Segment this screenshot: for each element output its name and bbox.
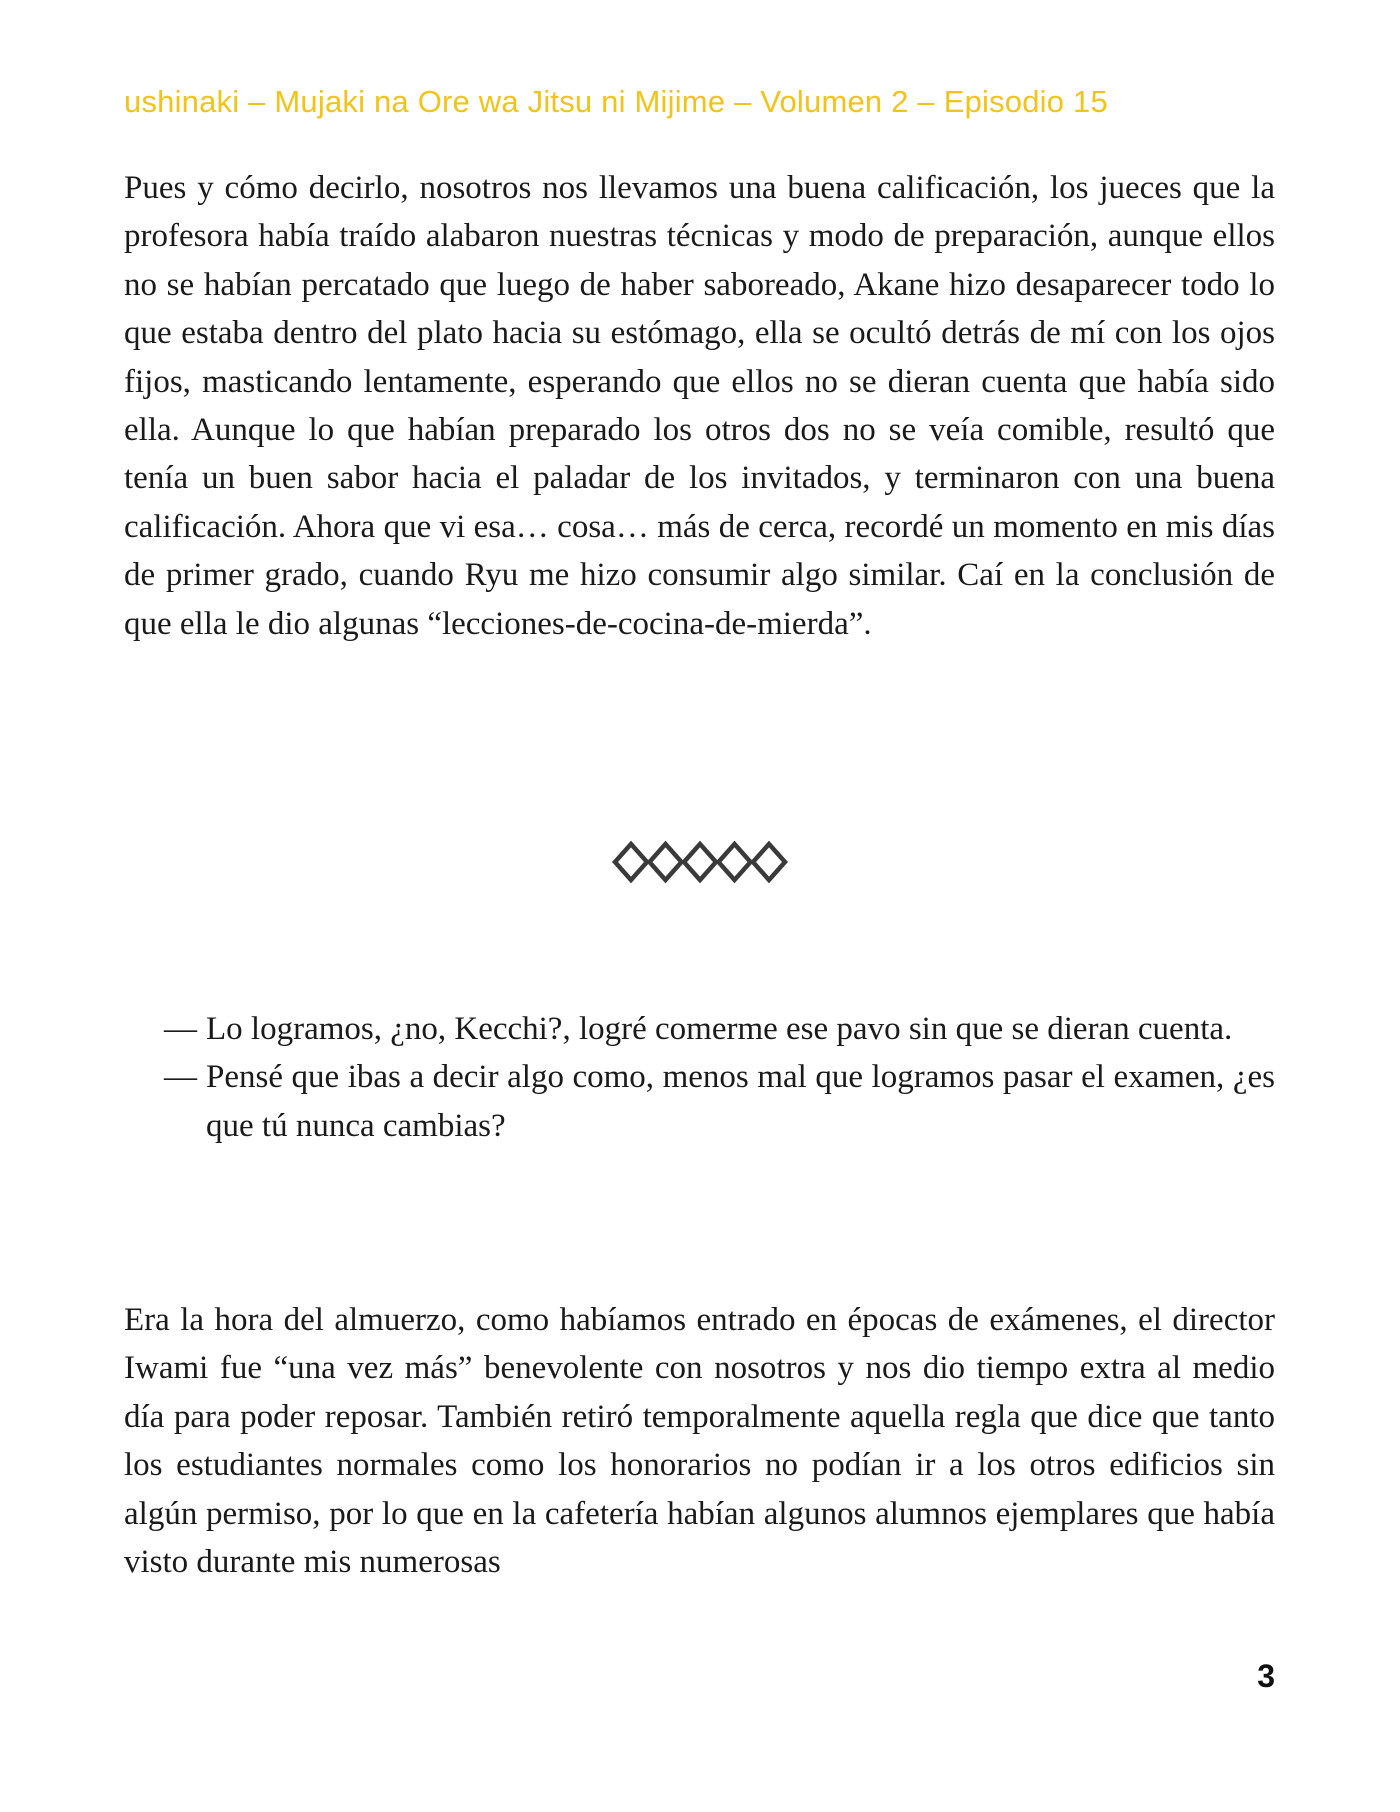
dialogue-text: Pensé que ibas a decir algo como, menos mal que logramos pasar el examen, ¿es que tú nunca cambias? bbox=[206, 1059, 1275, 1144]
diamond-separator-icon bbox=[611, 840, 789, 884]
dialogue-text: Lo logramos, ¿no, Kecchi?, logré comerme ese pavo sin que se dieran cuenta. bbox=[206, 1011, 1233, 1047]
dialogue-dash: — bbox=[164, 1011, 197, 1047]
diamond-outline-icon bbox=[650, 844, 682, 880]
diamond-outline-icon bbox=[753, 844, 785, 880]
dialogue-line bbox=[124, 1005, 1275, 1053]
diamond-outline-icon bbox=[684, 844, 716, 880]
body-paragraph: Pues y cómo decirlo, nosotros nos llevamos una buena calificación, los jueces que la profesora había traído alabaron nuestras técnicas y modo de preparación, aunque ellos no se habían percatado que luego de haber saboreado, Akane hizo desaparecer todo lo que estaba dentro del plato hacia su estómago, ella se ocultó detrás de mí con los ojos fijos, masticando lentamente, esperando que ellos no se dieran cuenta que había sido ella. Aunque lo que habían preparado los otros dos no se veía comible, resultó que tenía un buen sabor hacia el paladar de los invitados, y terminaron con una buena calificación. Ahora que vi esa… cosa… más de cerca, recordé un momento en mis días de primer grado, cuando Ryu me hizo consumir algo similar. Caí en la conclusión de que ella le dio algunas “lecciones-de-cocina-de-mierda”. bbox=[124, 170, 1275, 642]
dialogue-list bbox=[124, 1005, 1275, 1150]
dialogue-line bbox=[124, 1053, 1275, 1150]
body-paragraph: Era la hora del almuerzo, como habíamos entrado en épocas de exámenes, el director Iwami fue “una vez más” benevolente con nosotros y nos dio tiempo extra al medio día para poder reposar. También retiró temporalmente aquella regla que dice que tanto los estudiantes normales como los honorarios no podían ir a los otros edificios sin algún permiso, por lo que en la cafetería habían algunos alumnos ejemplares que había visto durante mis numerosas bbox=[124, 1302, 1275, 1581]
document-header: ushinaki – Mujaki na Ore wa Jitsu ni Mijime – Volumen 2 – Episodio 15 bbox=[124, 84, 1108, 119]
diamond-outline-icon bbox=[615, 844, 647, 880]
page-number: 3 bbox=[1257, 1658, 1275, 1694]
section-separator bbox=[0, 840, 1400, 889]
dialogue-dash: — bbox=[164, 1059, 197, 1096]
diamond-outline-icon bbox=[719, 844, 751, 880]
